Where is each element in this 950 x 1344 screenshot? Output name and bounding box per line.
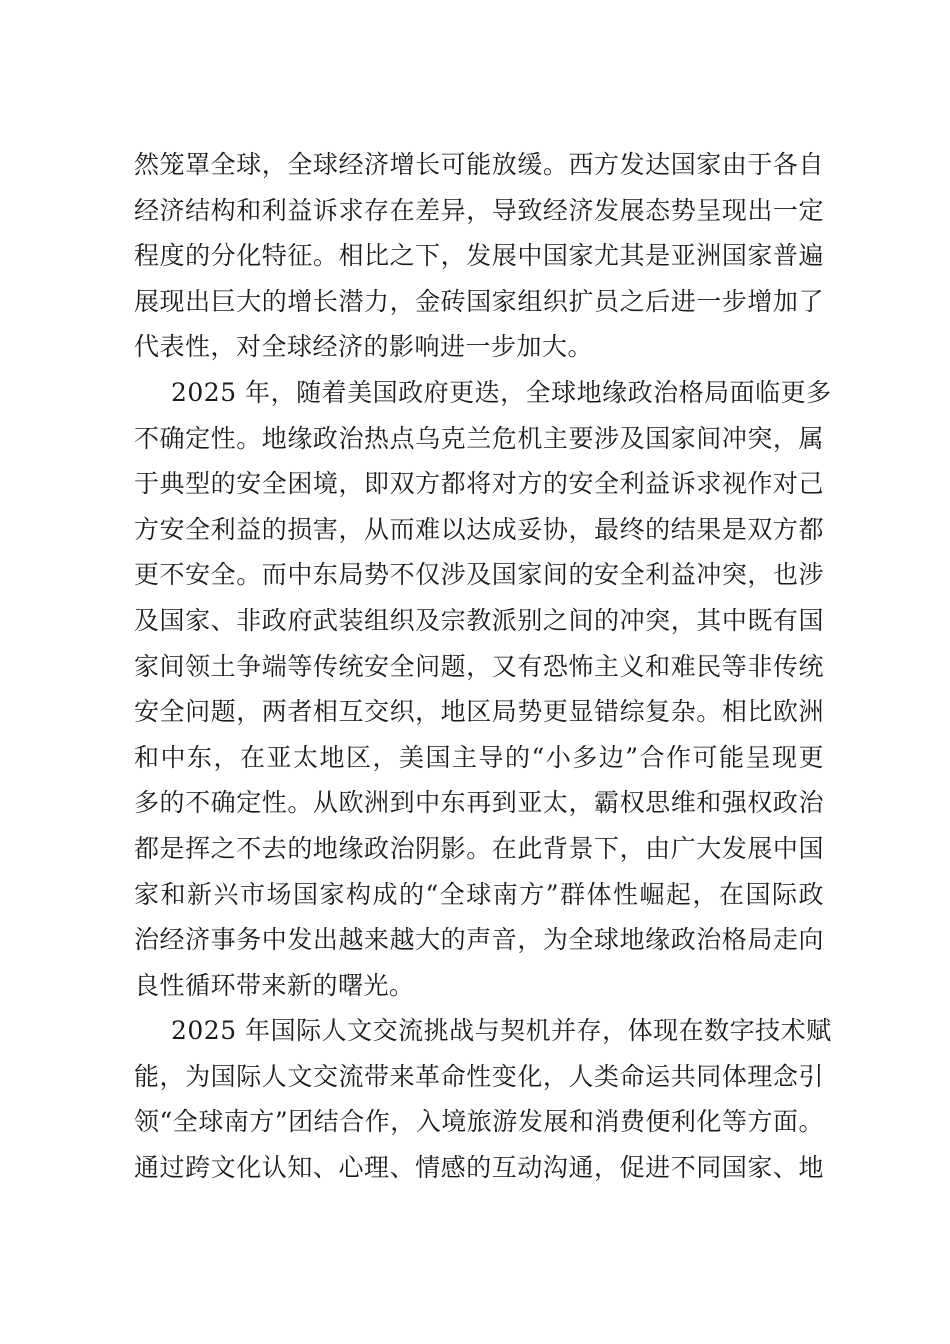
text-line: 程度的分化特征。相比之下，发展中国家尤其是亚洲国家普遍 (134, 241, 824, 271)
text-line: 更不安全。而中东局势不仅涉及国家间的安全利益冲突，也涉 (134, 560, 824, 590)
text-line: 都是挥之不去的地缘政治阴影。在此背景下，由广大发展中国 (134, 833, 824, 863)
text-line: 及国家、非政府武装组织及宗教派别之间的冲突，其中既有国 (134, 605, 824, 635)
text-line: 于典型的安全困境，即双方都将对方的安全利益诉求视作对己 (134, 469, 824, 499)
text-line: 良性循环带来新的曙光。 (134, 970, 415, 1000)
document-body (134, 142, 832, 1191)
text-line: 安全问题，两者相互交织，地区局势更显错综复杂。相比欧洲 (134, 697, 824, 727)
text-line: 经济结构和利益诉求存在差异，导致经济发展态势呈现出一定 (134, 195, 824, 225)
text-line: 家和新兴市场国家构成的“全球南方”群体性崛起，在国际政 (134, 879, 824, 909)
text-line: 治经济事务中发出越来越大的声音，为全球地缘政治格局走向 (134, 925, 824, 955)
text-line: 通过跨文化认知、心理、情感的互动沟通，促进不同国家、地 (134, 1153, 824, 1183)
text-line: 能，为国际人文交流带来革命性变化，人类命运共同体理念引 (134, 1061, 824, 1091)
text-line: 代表性，对全球经济的影响进一步加大。 (134, 332, 594, 362)
text-line: 方安全利益的损害，从而难以达成妥协，最终的结果是双方都 (134, 514, 824, 544)
paragraph-first-line: 2025 年，随着美国政府更迭，全球地缘政治格局面临更多 (171, 377, 832, 407)
text-line: 展现出巨大的增长潜力，金砖国家组织扩员之后进一步增加了 (134, 286, 824, 316)
text-line: 然笼罩全球，全球经济增长可能放缓。西方发达国家由于各自 (134, 150, 824, 179)
paragraph-first-line: 2025 年国际人文交流挑战与契机并存，体现在数字技术赋 (171, 1016, 832, 1046)
text-line: 领“全球南方”团结合作，入境旅游发展和消费便利化等方面。 (134, 1107, 824, 1137)
text-line: 不确定性。地缘政治热点乌克兰危机主要涉及国家间冲突，属 (134, 423, 824, 453)
text-line: 多的不确定性。从欧洲到中东再到亚太，霸权思维和强权政治 (134, 788, 824, 818)
text-line: 和中东，在亚太地区，美国主导的“小多边”合作可能呈现更 (134, 742, 824, 772)
text-line: 家间领土争端等传统安全问题，又有恐怖主义和难民等非传统 (134, 651, 824, 681)
